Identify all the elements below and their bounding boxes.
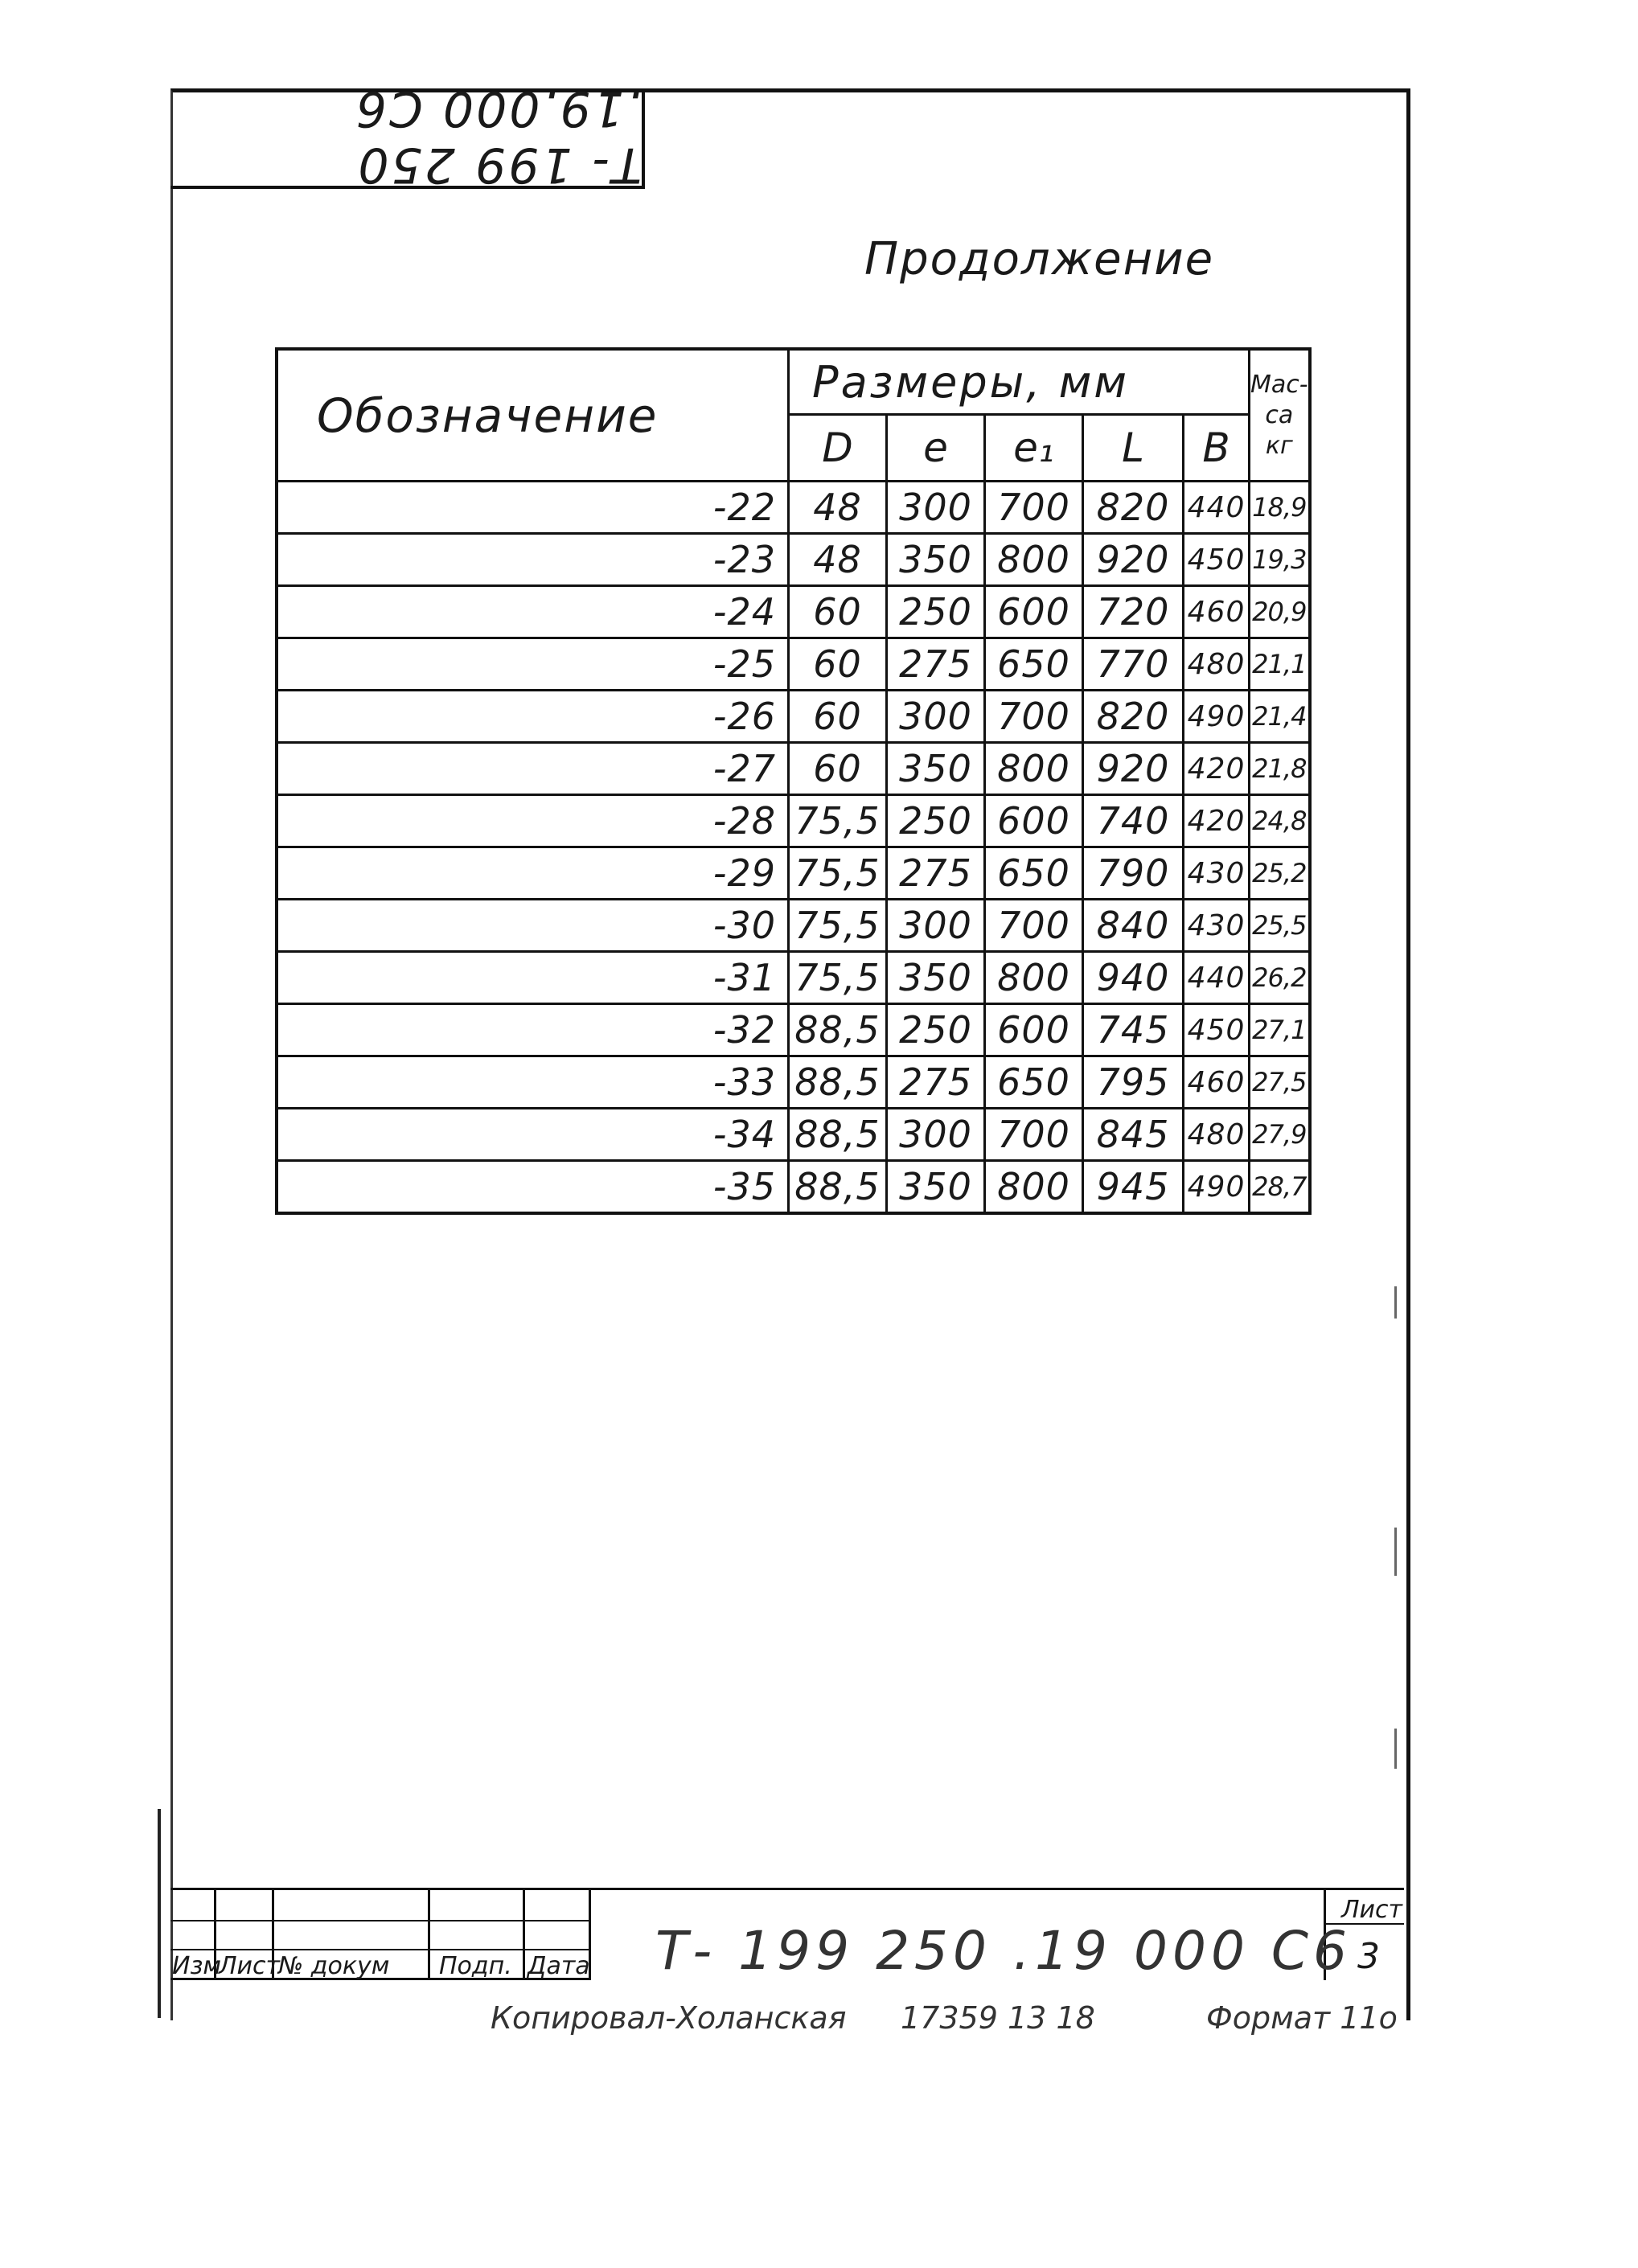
cell-m: 21,1 [1250, 638, 1310, 691]
cell-e1: 600 [985, 586, 1083, 638]
label-izm: Изм [172, 1952, 222, 1980]
cell-e1: 650 [985, 1056, 1083, 1109]
cell-d: 88,5 [789, 1056, 887, 1109]
cell-m: 25,2 [1250, 847, 1310, 900]
cell-b: 480 [1184, 638, 1250, 691]
cell-d: 88,5 [789, 1109, 887, 1161]
cell-m: 28,7 [1250, 1161, 1310, 1214]
table-row [277, 900, 1310, 952]
designation-cell: -33 [277, 1056, 789, 1109]
scan-mark [1394, 1729, 1397, 1769]
cell-d: 75,5 [789, 847, 887, 900]
cell-e: 350 [887, 743, 985, 795]
cell-m: 25,5 [1250, 900, 1310, 952]
cell-m: 27,5 [1250, 1056, 1310, 1109]
cell-d: 60 [789, 743, 887, 795]
table-row [277, 586, 1310, 638]
designation-cell: -29 [277, 847, 789, 900]
cell-d: 48 [789, 534, 887, 586]
frame-left-edge [158, 1809, 161, 2018]
cell-e: 250 [887, 1004, 985, 1056]
cell-b: 440 [1184, 952, 1250, 1004]
cell-e: 250 [887, 586, 985, 638]
cell-e1: 700 [985, 1109, 1083, 1161]
cell-e1: 800 [985, 952, 1083, 1004]
cell-e: 300 [887, 1109, 985, 1161]
cell-l: 820 [1083, 691, 1184, 743]
cell-e: 350 [887, 534, 985, 586]
cell-b: 440 [1184, 482, 1250, 534]
cell-b: 460 [1184, 1056, 1250, 1109]
cell-d: 75,5 [789, 952, 887, 1004]
label-sign: Подп. [439, 1952, 512, 1980]
cell-l: 920 [1083, 743, 1184, 795]
col-header-b: B [1184, 415, 1250, 482]
designation-cell: -35 [277, 1161, 789, 1214]
table-row [277, 638, 1310, 691]
footer-copied-by: Копировал-Холанская [491, 2000, 847, 2036]
cell-e: 275 [887, 847, 985, 900]
cell-l: 920 [1083, 534, 1184, 586]
cell-m: 21,8 [1250, 743, 1310, 795]
cell-b: 420 [1184, 795, 1250, 847]
document-code: Т- 199 250 .19 000 С6 [655, 1920, 1352, 1982]
cell-d: 88,5 [789, 1161, 887, 1214]
col-header-e: e [887, 415, 985, 482]
label-doc-no: № докум [278, 1952, 390, 1980]
cell-d: 48 [789, 482, 887, 534]
cell-e1: 700 [985, 900, 1083, 952]
designation-cell: -22 [277, 482, 789, 534]
cell-m: 26,2 [1250, 952, 1310, 1004]
dimensions-table [275, 347, 1312, 1215]
cell-m: 24,8 [1250, 795, 1310, 847]
cell-l: 845 [1083, 1109, 1184, 1161]
cell-m: 19,3 [1250, 534, 1310, 586]
cell-e: 275 [887, 638, 985, 691]
corner-stamp [170, 80, 645, 194]
designation-cell: -25 [277, 638, 789, 691]
cell-l: 840 [1083, 900, 1184, 952]
designation-cell: -27 [277, 743, 789, 795]
cell-e: 350 [887, 1161, 985, 1214]
cell-b: 460 [1184, 586, 1250, 638]
cell-b: 430 [1184, 847, 1250, 900]
cell-l: 790 [1083, 847, 1184, 900]
cell-b: 490 [1184, 1161, 1250, 1214]
cell-b: 450 [1184, 534, 1250, 586]
scan-mark [1394, 1528, 1397, 1576]
sheet-label: Лист [1341, 1896, 1403, 1924]
designation-cell: -28 [277, 795, 789, 847]
table-row [277, 795, 1310, 847]
table-row [277, 1004, 1310, 1056]
cell-e1: 600 [985, 1004, 1083, 1056]
table-row [277, 534, 1310, 586]
cell-e: 275 [887, 1056, 985, 1109]
designation-cell: -30 [277, 900, 789, 952]
continuation-heading: Продолжение [864, 233, 1215, 285]
cell-l: 770 [1083, 638, 1184, 691]
cell-m: 20,9 [1250, 586, 1310, 638]
table-row [277, 1109, 1310, 1161]
cell-e1: 600 [985, 795, 1083, 847]
cell-e1: 700 [985, 482, 1083, 534]
cell-l: 820 [1083, 482, 1184, 534]
cell-e: 250 [887, 795, 985, 847]
table-row [277, 691, 1310, 743]
cell-e: 300 [887, 482, 985, 534]
cell-e1: 650 [985, 847, 1083, 900]
table-row [277, 482, 1310, 534]
cell-e1: 650 [985, 638, 1083, 691]
corner-stamp-code: Т- 199 250 .19.000 С6 [353, 80, 642, 194]
table-row [277, 952, 1310, 1004]
cell-e: 350 [887, 952, 985, 1004]
cell-d: 75,5 [789, 900, 887, 952]
cell-b: 490 [1184, 691, 1250, 743]
cell-m: 18,9 [1250, 482, 1310, 534]
cell-l: 940 [1083, 952, 1184, 1004]
footer-format: Формат 11о [1206, 2000, 1398, 2036]
table-row [277, 1161, 1310, 1214]
designation-cell: -23 [277, 534, 789, 586]
col-header-l: L [1083, 415, 1184, 482]
cell-l: 720 [1083, 586, 1184, 638]
cell-d: 75,5 [789, 795, 887, 847]
cell-d: 88,5 [789, 1004, 887, 1056]
cell-m: 21,4 [1250, 691, 1310, 743]
cell-l: 745 [1083, 1004, 1184, 1056]
cell-l: 945 [1083, 1161, 1184, 1214]
scan-mark [1394, 1286, 1397, 1319]
cell-d: 60 [789, 691, 887, 743]
cell-e1: 800 [985, 743, 1083, 795]
designation-cell: -31 [277, 952, 789, 1004]
designation-header: Обозначение [277, 349, 789, 482]
designation-cell: -34 [277, 1109, 789, 1161]
cell-l: 740 [1083, 795, 1184, 847]
cell-m: 27,1 [1250, 1004, 1310, 1056]
table-body [277, 482, 1310, 1214]
table-row [277, 1056, 1310, 1109]
label-date: Дата [528, 1952, 590, 1980]
cell-l: 795 [1083, 1056, 1184, 1109]
designation-cell: -24 [277, 586, 789, 638]
sheet-number: 3 [1357, 1936, 1380, 1977]
cell-d: 60 [789, 638, 887, 691]
table-row [277, 847, 1310, 900]
col-header-d: D [789, 415, 887, 482]
cell-e1: 800 [985, 1161, 1083, 1214]
label-list: Лист [219, 1952, 281, 1980]
cell-e: 300 [887, 900, 985, 952]
cell-b: 480 [1184, 1109, 1250, 1161]
cell-b: 420 [1184, 743, 1250, 795]
cell-m: 27,9 [1250, 1109, 1310, 1161]
cell-e1: 800 [985, 534, 1083, 586]
cell-e: 300 [887, 691, 985, 743]
cell-d: 60 [789, 586, 887, 638]
table-row [277, 743, 1310, 795]
designation-cell: -26 [277, 691, 789, 743]
designation-cell: -32 [277, 1004, 789, 1056]
col-header-e1: e₁ [985, 415, 1083, 482]
mass-header: Мас- са кг [1250, 349, 1310, 482]
cell-b: 450 [1184, 1004, 1250, 1056]
cell-b: 430 [1184, 900, 1250, 952]
footer-order: 17359 13 18 [901, 2000, 1095, 2036]
dimensions-header: Размеры, мм [789, 349, 1250, 415]
cell-e1: 700 [985, 691, 1083, 743]
